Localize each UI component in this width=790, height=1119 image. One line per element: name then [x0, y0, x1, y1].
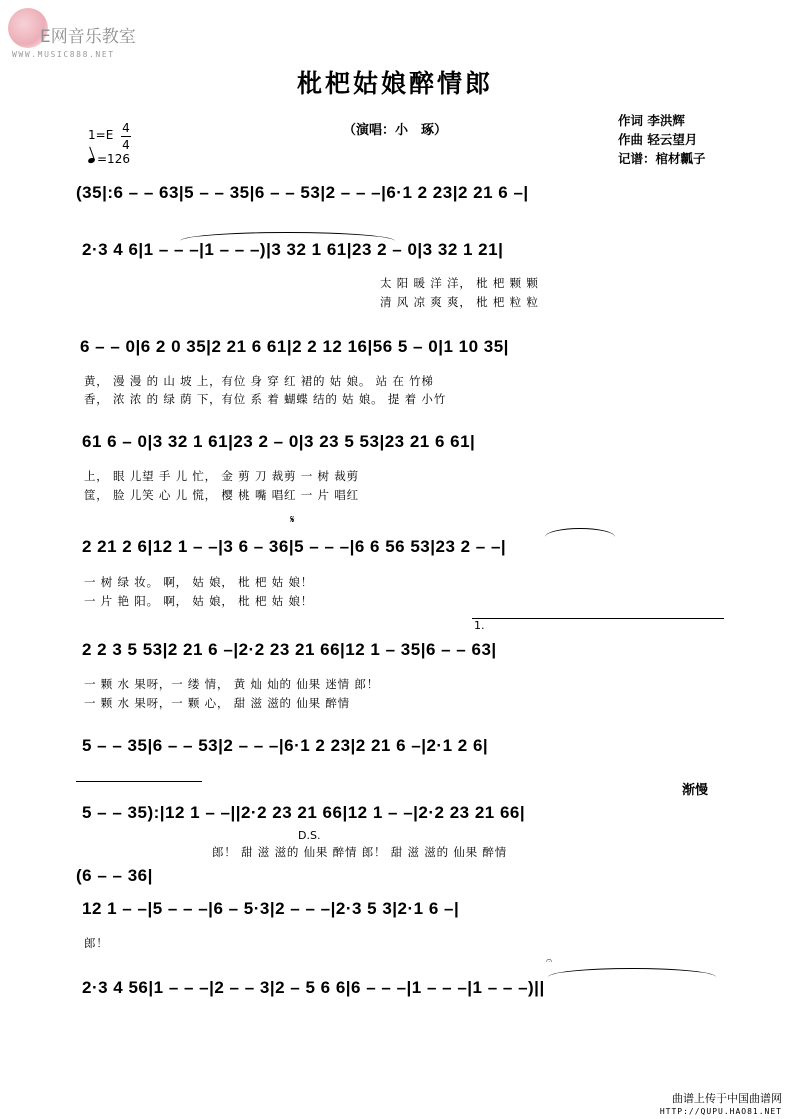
system-6-lyric-verse-2: 一 颗 水 果呀，一 颗 心， 甜 滋 滋的 仙果 醉情 [84, 696, 350, 710]
composer-credit: 作曲 轻云望月 [618, 132, 698, 147]
system-9-lyric: 郎！ [84, 936, 109, 950]
system-5-notes: 2 21 2 6|12 1 – –|3 6 – 36|5 – – –|6 6 56 53|23 2 – –| [82, 537, 507, 556]
system-3-lyric-verse-1: 黄， 漫 漫 的 山 坡 上，有位 身 穿 红 裙的 姑 娘。 站 在 竹梯 [84, 374, 434, 388]
dal-segno-mark: D.S. [298, 829, 321, 842]
footer-upload-note: 曲谱上传于中国曲谱网 [672, 1092, 782, 1105]
key-signature: 1=E [88, 128, 114, 142]
time-signature [121, 121, 131, 152]
footer-url: HTTP://QUPU.HAO81.NET [659, 1107, 782, 1116]
tempo-marking [88, 152, 130, 166]
system-9-intro-notes: (6 – – 36| [76, 866, 153, 885]
watermark-brand: E网音乐教室 [40, 27, 136, 47]
transcriber-credit: 记谱：棺材瓤子 [618, 151, 706, 166]
system-7-notes: 5 – – 35|6 – – 53|2 – – –|6·1 2 23|2 21 6 –|2·1 2 6| [82, 736, 489, 755]
quarter-note-icon [87, 157, 95, 164]
tempo-value: =126 [97, 152, 130, 166]
system-2-lyric-verse-2: 清 风 凉 爽 爽， 枇 杷 粒 粒 [380, 295, 539, 309]
lyricist-credit: 作词 李洪辉 [618, 113, 685, 128]
time-signature-bottom: 4 [122, 138, 130, 152]
ritardando-mark: 渐慢 [682, 783, 709, 798]
system-10-notes: 2·3 4 56|1 – – –|2 – – 3|2 – 5 6 6|6 – – –|1 – – –|1 – – –)|| [82, 978, 545, 997]
system-8-notes: 5 – – 35):|12 1 – –||2·2 23 21 66|12 1 – –|2·2 23 21 66| [82, 803, 526, 822]
performer: （演唱：小 琢） [342, 123, 447, 138]
system-3-notes: 6 – – 0|6 2 0 35|2 21 6 61|2 2 12 16|56 5 – 0|1 10 35| [80, 337, 509, 356]
footer [660, 1092, 782, 1118]
system-3-lyric-verse-2: 香， 浓 浓 的 绿 荫 下，有位 系 着 蝴蝶 结的 姑 娘。 提 着 小竹 [84, 392, 447, 406]
system-5-lyric-verse-1: 一 树 绿 妆。 啊， 姑 娘， 枇 杷 姑 娘！ [84, 575, 314, 589]
system-4-lyric-verse-1: 上， 眼 儿望 手 儿 忙， 金 剪 刀 裁剪 一 树 裁剪 [84, 469, 359, 483]
system-6-notes: 2 2 3 5 53|2 21 6 –|2·2 23 21 66|12 1 – 35|6 – – 63| [82, 640, 497, 659]
system-6-lyric-verse-1: 一 颗 水 果呀，一 缕 情， 黄 灿 灿的 仙果 迷情 郎！ [84, 677, 380, 691]
system-2-notes: 2·3 4 6|1 – – –|1 – – –)|3 32 1 61|23 2 – 0|3 32 1 21| [82, 240, 504, 259]
watermark-url: WWW.MUSIC888.NET [12, 50, 115, 59]
song-title: 枇杷姑娘醉情郎 [296, 69, 493, 98]
system-4-notes: 61 6 – 0|3 32 1 61|23 2 – 0|3 23 5 53|23 21 6 61| [82, 432, 476, 451]
segno-sign: 𝄋 [290, 513, 295, 526]
fermata-sign: 𝄐 [546, 954, 553, 967]
system-4-lyric-verse-2: 筐， 脸 儿笑 心 儿 慌， 樱 桃 嘴 唱红 一 片 唱红 [84, 488, 359, 502]
watermark-logo [8, 8, 178, 64]
system-8-lyric: 郎！ 甜 滋 滋的 仙果 醉情 郎！ 甜 滋 滋的 仙果 醉情 [212, 845, 508, 859]
volta-first-ending: 1. [474, 619, 485, 632]
system-5-lyric-verse-2: 一 片 艳 阳。 啊， 姑 娘， 枇 杷 姑 娘！ [84, 594, 314, 608]
time-signature-top: 4 [122, 121, 130, 135]
system-2-lyric-verse-1: 太 阳 暖 洋 洋， 枇 杷 颗 颗 [380, 276, 539, 290]
system-1-notes: (35|:6 – – 63|5 – – 35|6 – – 53|2 – – –|6·1 2 23|2 21 6 –| [76, 183, 529, 202]
system-9-notes: 12 1 – –|5 – – –|6 – 5·3|2 – – –|2·3 5 3|2·1 6 –| [82, 899, 460, 918]
